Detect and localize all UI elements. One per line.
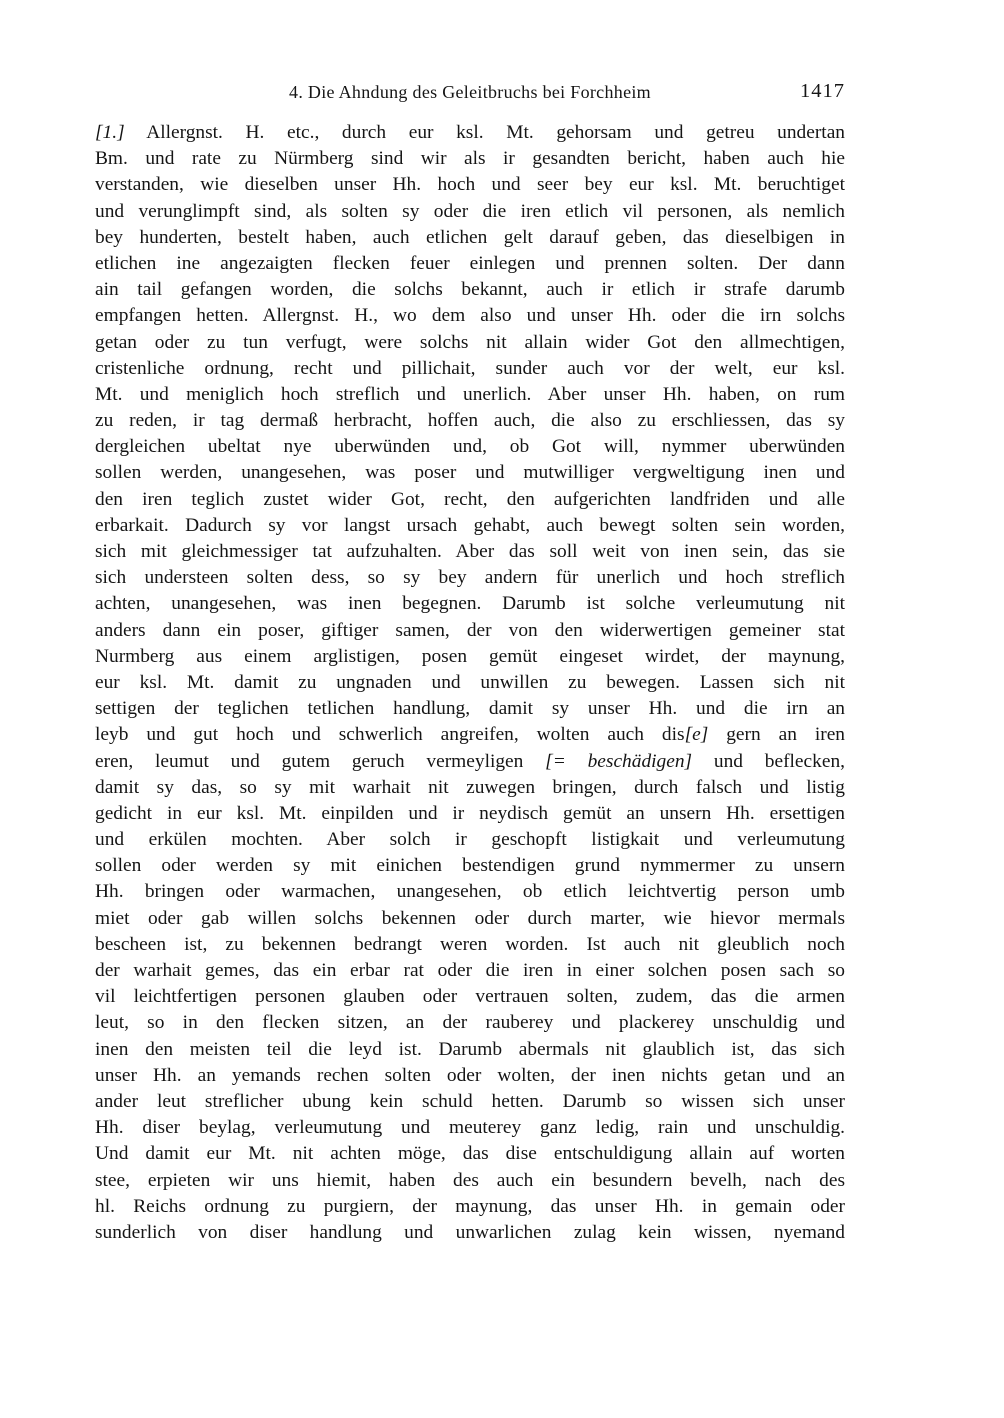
text-line: [95, 172, 845, 198]
body-text-segment: empfangen hetten. Allergnst. H., wo dem also und unser Hh. oder die irn solchs: [95, 305, 845, 327]
text-line: [95, 120, 845, 146]
text-line: [95, 303, 845, 329]
text-line: [95, 906, 845, 932]
page-body: [95, 120, 845, 1246]
body-text-segment: Hh. bringen oder warmachen, unangesehen, ob etlich leichtvertig person umb: [95, 881, 845, 903]
body-text-segment: ain tail gefangen worden, die solchs bekannt, auch ir etlich ir strafe darumb: [95, 279, 845, 301]
body-text-segment: sollen werden, unangesehen, was poser und mutwilliger vergweltigung inen und: [95, 462, 845, 484]
text-line: [95, 356, 845, 382]
text-line: [95, 460, 845, 486]
body-text-segment: und erkülen mochten. Aber solch ir geschopft listigkait und verleumutung: [95, 829, 845, 851]
body-text-segment: Hh. diser beylag, verleumutung und meuterey ganz ledig, rain und unschuldig.: [95, 1117, 845, 1139]
text-line: [95, 277, 845, 303]
text-line: [95, 251, 845, 277]
body-text-segment: inen den meisten teil die leyd ist. Darumb abermals nit glaublich ist, das sich: [95, 1038, 845, 1060]
body-text-segment: eren, leumut und gutem geruch vermeyligen: [95, 750, 546, 772]
body-text-segment: hl. Reichs ordnung zu purgiern, der maynung, das unser Hh. in gemain oder: [95, 1195, 845, 1217]
text-line: [95, 591, 845, 617]
body-text-segment: anders dann ein poser, giftiger samen, der von den widerwertigen gemeiner stat: [95, 619, 845, 641]
text-line: [95, 879, 845, 905]
text-line: [95, 539, 845, 565]
text-line: [95, 1141, 845, 1167]
text-line: [95, 330, 845, 356]
section-title: 4. Die Ahndung des Geleitbruchs bei Forchheim: [289, 82, 651, 102]
text-line: [95, 670, 845, 696]
body-text-segment: Allergnst. H. etc., durch eur ksl. Mt. gehorsam und getreu undertan: [124, 122, 845, 143]
body-text-segment: bey hunderten, bestelt haben, auch etlichen gelt darauf geben, das dieselbigen in: [95, 226, 845, 248]
text-line: [95, 618, 845, 644]
text-line: [95, 932, 845, 958]
body-text-segment: eur ksl. Mt. damit zu ungnaden und unwillen zu bewegen. Lassen sich nit: [95, 671, 845, 693]
text-line: [95, 827, 845, 853]
text-line: [95, 801, 845, 827]
text-line: [95, 487, 845, 513]
text-line: [95, 644, 845, 670]
body-text-segment: unser Hh. an yemands rechen solten oder wolten, der inen nichts getan und an: [95, 1064, 845, 1086]
body-text-segment: leut, so in den flecken sitzen, an der rauberey und plackerey unschuldig und: [95, 1012, 845, 1034]
text-line: [95, 565, 845, 591]
page-number: 1417: [800, 80, 845, 102]
body-text-segment: gedicht in eur ksl. Mt. einpilden und ir neydisch gemüt an unsern Hh. ersettigen: [95, 802, 845, 824]
text-line: [95, 1220, 845, 1246]
text-line: [95, 722, 845, 748]
text-line: [95, 853, 845, 879]
text-line: [95, 146, 845, 172]
body-text-segment: achten, unangesehen, was inen begegnen. Darumb ist solche verleumutung nit: [95, 593, 845, 615]
body-text-segment: damit sy das, so sy mit warhait nit zuwegen bringen, durch falsch und listig: [95, 776, 845, 798]
text-line: [95, 434, 845, 460]
text-line: [95, 1115, 845, 1141]
text-line: [95, 1010, 845, 1036]
body-text-segment: und verunglimpft sind, als solten sy oder die iren etlich vil personen, als nemlich: [95, 200, 845, 222]
text-line: [95, 984, 845, 1010]
body-text-segment: dergleichen ubeltat nye uberwünden und, ob Got will, nymmer uberwünden: [95, 436, 845, 458]
body-text-segment: zu reden, ir tag dermaß herbracht, hoffen auch, die also zu erschliessen, das sy: [95, 410, 845, 432]
body-text-segment: getan oder zu tun verfugt, were solchs nit allain wider Got den allmechtigen,: [95, 331, 845, 353]
text-line: [95, 1168, 845, 1194]
text-line: [95, 408, 845, 434]
body-text-segment: den iren teglich zustet wider Got, recht, den aufgerichten landfriden und alle: [95, 488, 845, 510]
body-text-segment: etlichen ine angezaigten flecken feuer einlegen und prennen solten. Der dann: [95, 252, 845, 274]
body-text-segment: Nurmberg aus einem arglistigen, posen gemüt eingeset wirdet, der maynung,: [95, 645, 845, 667]
text-line: [95, 1194, 845, 1220]
text-line: [95, 1089, 845, 1115]
body-text-segment: ander leut streflicher ubung kein schuld hetten. Darumb so wissen sich unser: [95, 1090, 845, 1112]
text-line: [95, 1037, 845, 1063]
editorial-italic-text: [1.]: [95, 122, 125, 143]
body-text-segment: sich mit gleichmessiger tat aufzuhalten. Aber das soll weit von inen sein, das sie: [95, 541, 845, 562]
text-line: [95, 696, 845, 722]
body-text-segment: sollen oder werden sy mit einichen bestendigen grund nymmermer zu unsern: [95, 855, 845, 877]
text-line: [95, 749, 845, 775]
body-text-segment: cristenliche ordnung, recht und pillichait, sunder auch vor der welt, eur ksl.: [95, 357, 845, 379]
running-header: [95, 80, 845, 106]
body-text-segment: Und damit eur Mt. nit achten möge, das dise entschuldigung allain auf worten: [95, 1143, 845, 1165]
body-text-segment: erbarkait. Dadurch sy vor langst ursach gehabt, auch bewegt solten sein worden,: [95, 514, 845, 536]
body-text-segment: vil leichtfertigen personen glauben oder vertrauen solten, zudem, das die armen: [95, 986, 845, 1008]
text-line: [95, 199, 845, 225]
editorial-italic-text: [e]: [684, 724, 709, 746]
text-line: [95, 513, 845, 539]
body-text-segment: sunderlich von diser handlung und unwarlichen zulag kein wissen, nyemand: [95, 1221, 845, 1243]
body-text-segment: gern an iren: [708, 724, 845, 746]
text-line: [95, 225, 845, 251]
body-text-segment: settigen der teglichen tetlichen handlung, damit sy unser Hh. und die irn an: [95, 698, 845, 720]
body-text-segment: Mt. und meniglich hoch streflich und unerlich. Aber unser Hh. haben, on rum: [95, 383, 845, 405]
text-line: [95, 382, 845, 408]
text-line: [95, 775, 845, 801]
body-text-segment: der warhait gemes, das ein erbar rat oder die iren in einer solchen posen sach so: [95, 960, 845, 981]
body-text-segment: sich understeen solten dess, so sy bey andern für unerlich und hoch streflich: [95, 567, 845, 589]
body-text-segment: verstanden, wie dieselben unser Hh. hoch und seer bey eur ksl. Mt. beruchtiget: [95, 174, 845, 196]
text-line: [95, 958, 845, 984]
body-text-segment: Bm. und rate zu Nürmberg sind wir als ir gesandten bericht, haben auch hie: [95, 148, 845, 170]
text-line: [95, 1063, 845, 1089]
body-text-segment: leyb und gut hoch und schwerlich angreifen, wolten auch dis: [95, 724, 685, 746]
body-text-segment: miet oder gab willen solchs bekennen oder durch marter, wie hievor mermals: [95, 907, 845, 929]
editorial-italic-text: [= beschädigen]: [545, 750, 693, 772]
body-text-segment: stee, erpieten wir uns hiemit, haben des auch ein besundern bevelh, nach des: [95, 1169, 845, 1191]
body-text-segment: und beflecken,: [692, 750, 845, 772]
body-text-segment: bescheen ist, zu bekennen bedrangt weren worden. Ist auch nit gleublich noch: [95, 933, 845, 955]
